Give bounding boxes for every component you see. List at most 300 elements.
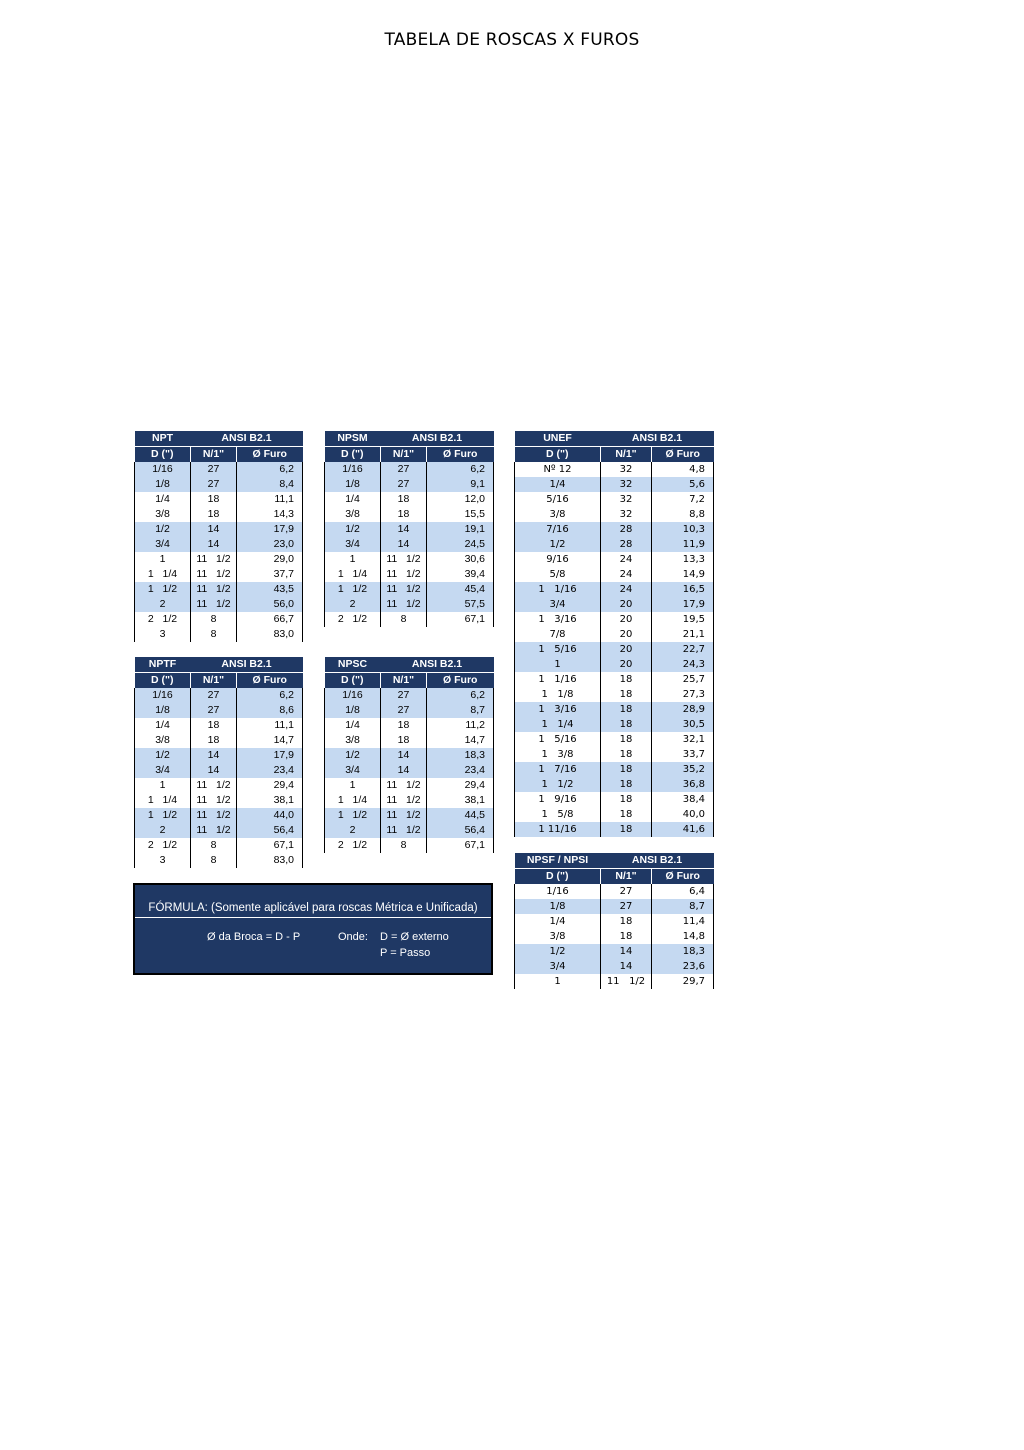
cell-diameter: 1 1/8 [515,687,601,702]
cell-threads-per-inch: 18 [191,718,237,733]
cell-threads-per-inch: 18 [191,492,237,507]
col-header-diameter: D (") [325,673,381,689]
table-row [515,492,714,507]
npsm-table [324,431,494,627]
cell-threads-per-inch: 18 [381,718,427,733]
table-row [135,477,303,492]
standard-label: ANSI B2.1 [381,657,494,673]
cell-drill-diameter: 29,4 [427,778,494,793]
cell-diameter: 1 5/16 [515,642,601,657]
col-header-threads-per-inch: N/1" [381,673,427,689]
thread-type-label: NPSM [325,431,381,447]
col-header-drill-diameter: Ø Furo [652,869,714,885]
thread-type-label: UNEF [515,431,601,447]
column-header-row [325,447,494,463]
table-row [135,823,303,838]
cell-drill-diameter: 67,1 [427,838,494,853]
cell-threads-per-inch: 27 [381,477,427,492]
cell-threads-per-inch: 18 [601,807,652,822]
column-header-row [515,447,714,463]
col-header-drill-diameter: Ø Furo [237,673,303,689]
table-row [325,718,494,733]
col-header-drill-diameter: Ø Furo [237,447,303,463]
table-row [325,823,494,838]
cell-diameter: 3/8 [325,507,381,522]
cell-diameter: 3 [135,853,191,868]
table-title-row [515,431,714,447]
cell-diameter: 5/16 [515,492,601,507]
cell-drill-diameter: 13,3 [652,552,714,567]
cell-threads-per-inch: 11 1/2 [191,793,237,808]
cell-diameter: 2 [135,597,191,612]
formula-box [133,883,493,975]
cell-threads-per-inch: 32 [601,507,652,522]
table-row [325,582,494,597]
cell-diameter: 2 [325,823,381,838]
cell-drill-diameter: 8,7 [652,899,714,914]
cell-drill-diameter: 17,9 [237,522,303,537]
cell-threads-per-inch: 24 [601,582,652,597]
col-header-diameter: D (") [515,447,601,463]
cell-drill-diameter: 19,5 [652,612,714,627]
cell-diameter: 1/8 [135,703,191,718]
cell-drill-diameter: 17,9 [237,748,303,763]
cell-drill-diameter: 23,4 [427,763,494,778]
thread-type-label: NPSF / NPSI [515,853,601,869]
cell-threads-per-inch: 18 [381,507,427,522]
table-row [325,597,494,612]
table-row [515,732,714,747]
table-row [515,567,714,582]
col-header-diameter: D (") [135,447,191,463]
cell-diameter: 1 3/16 [515,612,601,627]
cell-diameter: 1/8 [515,899,601,914]
cell-diameter: 3/4 [515,597,601,612]
cell-threads-per-inch: 18 [191,507,237,522]
cell-diameter: 1/4 [135,718,191,733]
col-header-threads-per-inch: N/1" [601,447,652,463]
table-title-row [325,431,494,447]
cell-diameter: 2 1/2 [135,612,191,627]
cell-diameter: 1/16 [135,462,191,477]
cell-threads-per-inch: 27 [601,899,652,914]
table-title-row [135,657,303,673]
thread-type-label: NPT [135,431,191,447]
col-header-threads-per-inch: N/1" [381,447,427,463]
cell-threads-per-inch: 14 [381,522,427,537]
table-row [515,597,714,612]
cell-diameter: 9/16 [515,552,601,567]
cell-diameter: 1 3/16 [515,702,601,717]
table-row [135,537,303,552]
cell-drill-diameter: 40,0 [652,807,714,822]
cell-diameter: 3/8 [135,733,191,748]
cell-threads-per-inch: 32 [601,462,652,477]
table-row [135,552,303,567]
cell-diameter: 1/2 [325,522,381,537]
col-header-threads-per-inch: N/1" [601,869,652,885]
cell-diameter: 1 1/4 [515,717,601,732]
cell-drill-diameter: 38,1 [237,793,303,808]
table-row [515,974,714,989]
cell-drill-diameter: 56,4 [237,823,303,838]
cell-diameter: 1/2 [325,748,381,763]
table-row [325,522,494,537]
cell-threads-per-inch: 28 [601,537,652,552]
cell-drill-diameter: 6,2 [427,462,494,477]
cell-threads-per-inch: 18 [601,717,652,732]
table-row [325,838,494,853]
cell-threads-per-inch: 20 [601,612,652,627]
cell-diameter: 1 7/16 [515,762,601,777]
cell-diameter: 1 1/2 [515,777,601,792]
cell-diameter: 1/16 [135,688,191,703]
cell-diameter: 1/8 [135,477,191,492]
cell-diameter: 1/16 [515,884,601,899]
cell-drill-diameter: 32,1 [652,732,714,747]
cell-threads-per-inch: 28 [601,522,652,537]
cell-diameter: 2 1/2 [325,838,381,853]
col-header-threads-per-inch: N/1" [191,447,237,463]
cell-threads-per-inch: 11 1/2 [381,778,427,793]
cell-threads-per-inch: 27 [191,462,237,477]
cell-threads-per-inch: 27 [191,477,237,492]
cell-diameter: 1 1/16 [515,582,601,597]
npt-table [134,431,303,642]
cell-threads-per-inch: 27 [191,703,237,718]
cell-drill-diameter: 16,5 [652,582,714,597]
cell-diameter: 1 11/16 [515,822,601,837]
table-row [515,792,714,807]
table-row [325,763,494,778]
cell-threads-per-inch: 32 [601,492,652,507]
cell-drill-diameter: 44,5 [427,808,494,823]
table-row [515,462,714,477]
cell-drill-diameter: 67,1 [237,838,303,853]
cell-diameter: 1/8 [325,477,381,492]
cell-diameter: 2 [325,597,381,612]
npsc-table [324,657,494,853]
cell-threads-per-inch: 18 [601,702,652,717]
cell-threads-per-inch: 20 [601,657,652,672]
cell-threads-per-inch: 18 [191,733,237,748]
cell-drill-diameter: 11,4 [652,914,714,929]
cell-diameter: 1 1/2 [325,808,381,823]
cell-diameter: 3/4 [325,763,381,778]
cell-drill-diameter: 44,0 [237,808,303,823]
cell-threads-per-inch: 27 [191,688,237,703]
table-row [135,733,303,748]
cell-drill-diameter: 11,1 [237,718,303,733]
cell-threads-per-inch: 20 [601,627,652,642]
formula-d-definition: D = Ø externo [380,931,449,943]
cell-drill-diameter: 29,0 [237,552,303,567]
cell-drill-diameter: 11,9 [652,537,714,552]
cell-diameter: 1 1/4 [325,567,381,582]
cell-drill-diameter: 14,7 [427,733,494,748]
cell-drill-diameter: 10,3 [652,522,714,537]
cell-threads-per-inch: 11 1/2 [381,567,427,582]
table-row [325,507,494,522]
cell-diameter: 1/4 [515,477,601,492]
table-row [515,537,714,552]
cell-diameter: 1 1/4 [325,793,381,808]
cell-threads-per-inch: 11 1/2 [381,552,427,567]
table-row [515,612,714,627]
cell-threads-per-inch: 14 [381,763,427,778]
cell-diameter: 1 1/4 [135,793,191,808]
cell-drill-diameter: 14,9 [652,567,714,582]
cell-threads-per-inch: 14 [191,522,237,537]
table-row [135,703,303,718]
cell-threads-per-inch: 18 [601,747,652,762]
table-title-row [325,657,494,673]
cell-drill-diameter: 27,3 [652,687,714,702]
cell-threads-per-inch: 11 1/2 [381,597,427,612]
cell-diameter: 1 3/8 [515,747,601,762]
cell-diameter: 1 [325,778,381,793]
cell-threads-per-inch: 27 [601,884,652,899]
cell-threads-per-inch: 18 [381,492,427,507]
cell-diameter: 1 [515,974,601,989]
cell-drill-diameter: 6,4 [652,884,714,899]
table-row [325,477,494,492]
col-header-drill-diameter: Ø Furo [652,447,714,463]
cell-threads-per-inch: 8 [191,627,237,642]
cell-diameter: 3/8 [515,929,601,944]
cell-diameter: 2 1/2 [135,838,191,853]
cell-drill-diameter: 18,3 [427,748,494,763]
cell-diameter: 1 [135,778,191,793]
cell-drill-diameter: 22,7 [652,642,714,657]
table-row [135,718,303,733]
table-row [325,793,494,808]
cell-threads-per-inch: 18 [601,822,652,837]
table-row [135,838,303,853]
table-row [325,778,494,793]
cell-threads-per-inch: 11 1/2 [381,808,427,823]
unef-table [514,431,714,837]
cell-diameter: 1/2 [515,537,601,552]
cell-drill-diameter: 30,5 [652,717,714,732]
cell-diameter: 2 1/2 [325,612,381,627]
cell-drill-diameter: 6,2 [427,688,494,703]
cell-threads-per-inch: 24 [601,567,652,582]
thread-type-label: NPTF [135,657,191,673]
cell-drill-diameter: 57,5 [427,597,494,612]
table-row [515,522,714,537]
cell-threads-per-inch: 27 [381,462,427,477]
cell-threads-per-inch: 14 [381,537,427,552]
table-row [515,627,714,642]
cell-diameter: 1 [515,657,601,672]
thread-type-label: NPSC [325,657,381,673]
cell-diameter: 1/2 [515,944,601,959]
cell-diameter: 1 9/16 [515,792,601,807]
cell-drill-diameter: 8,6 [237,703,303,718]
cell-threads-per-inch: 11 1/2 [191,808,237,823]
cell-diameter: 7/16 [515,522,601,537]
table-row [135,627,303,642]
table-row [135,763,303,778]
formula-title: FÓRMULA: (Somente aplicável para roscas Métrica e Unificada) [135,899,491,918]
cell-diameter: 1/8 [325,703,381,718]
standard-label: ANSI B2.1 [601,853,714,869]
cell-drill-diameter: 12,0 [427,492,494,507]
column-header-row [515,869,714,885]
cell-drill-diameter: 38,1 [427,793,494,808]
cell-diameter: 1/16 [325,462,381,477]
cell-diameter: 1/4 [325,492,381,507]
col-header-diameter: D (") [135,673,191,689]
column-header-row [325,673,494,689]
cell-drill-diameter: 56,0 [237,597,303,612]
col-header-drill-diameter: Ø Furo [427,447,494,463]
table-row [515,507,714,522]
cell-diameter: 3 [135,627,191,642]
cell-threads-per-inch: 11 1/2 [191,567,237,582]
table-row [515,582,714,597]
table-row [515,777,714,792]
col-header-diameter: D (") [325,447,381,463]
cell-drill-diameter: 39,4 [427,567,494,582]
cell-threads-per-inch: 11 1/2 [191,552,237,567]
cell-threads-per-inch: 14 [191,748,237,763]
table-row [515,477,714,492]
cell-threads-per-inch: 20 [601,642,652,657]
cell-diameter: Nº 12 [515,462,601,477]
cell-diameter: 3/4 [135,763,191,778]
cell-drill-diameter: 5,6 [652,477,714,492]
cell-diameter: 1/4 [135,492,191,507]
cell-diameter: 1 5/8 [515,807,601,822]
npsf-npsi-table [514,853,714,989]
cell-drill-diameter: 4,8 [652,462,714,477]
cell-drill-diameter: 36,8 [652,777,714,792]
cell-drill-diameter: 33,7 [652,747,714,762]
cell-threads-per-inch: 11 1/2 [191,597,237,612]
table-row [135,808,303,823]
cell-threads-per-inch: 11 1/2 [601,974,652,989]
cell-diameter: 7/8 [515,627,601,642]
cell-threads-per-inch: 18 [381,733,427,748]
cell-diameter: 3/4 [325,537,381,552]
cell-threads-per-inch: 14 [191,763,237,778]
cell-drill-diameter: 21,1 [652,627,714,642]
table-row [325,567,494,582]
cell-diameter: 1/2 [135,522,191,537]
cell-diameter: 1 5/16 [515,732,601,747]
table-row [325,462,494,477]
table-row [515,914,714,929]
cell-diameter: 1/4 [515,914,601,929]
cell-drill-diameter: 45,4 [427,582,494,597]
table-row [325,492,494,507]
col-header-diameter: D (") [515,869,601,885]
cell-drill-diameter: 15,5 [427,507,494,522]
cell-threads-per-inch: 14 [381,748,427,763]
table-row [515,702,714,717]
cell-drill-diameter: 11,1 [237,492,303,507]
cell-drill-diameter: 9,1 [427,477,494,492]
table-row [515,959,714,974]
cell-drill-diameter: 25,7 [652,672,714,687]
cell-diameter: 1 [325,552,381,567]
table-row [515,747,714,762]
cell-threads-per-inch: 18 [601,914,652,929]
table-row [515,899,714,914]
cell-diameter: 3/8 [515,507,601,522]
cell-drill-diameter: 37,7 [237,567,303,582]
table-row [515,552,714,567]
table-row [515,929,714,944]
table-row [135,492,303,507]
table-row [515,762,714,777]
cell-diameter: 3/8 [325,733,381,748]
cell-drill-diameter: 14,7 [237,733,303,748]
cell-threads-per-inch: 8 [381,838,427,853]
cell-threads-per-inch: 18 [601,687,652,702]
table-row [515,807,714,822]
cell-threads-per-inch: 14 [191,537,237,552]
page-title: TABELA DE ROSCAS X FUROS [384,30,640,50]
cell-threads-per-inch: 18 [601,672,652,687]
table-row [135,597,303,612]
cell-threads-per-inch: 20 [601,597,652,612]
cell-threads-per-inch: 8 [191,838,237,853]
cell-drill-diameter: 29,7 [652,974,714,989]
cell-diameter: 1 1/2 [325,582,381,597]
cell-drill-diameter: 11,2 [427,718,494,733]
cell-drill-diameter: 8,7 [427,703,494,718]
col-header-threads-per-inch: N/1" [191,673,237,689]
cell-drill-diameter: 43,5 [237,582,303,597]
col-header-drill-diameter: Ø Furo [427,673,494,689]
table-row [135,778,303,793]
cell-drill-diameter: 17,9 [652,597,714,612]
table-row [135,612,303,627]
table-row [325,733,494,748]
cell-drill-diameter: 23,0 [237,537,303,552]
cell-drill-diameter: 83,0 [237,853,303,868]
cell-drill-diameter: 23,4 [237,763,303,778]
table-row [515,884,714,899]
table-row [325,552,494,567]
cell-diameter: 1/16 [325,688,381,703]
cell-drill-diameter: 38,4 [652,792,714,807]
cell-diameter: 1/4 [325,718,381,733]
cell-threads-per-inch: 8 [381,612,427,627]
table-row [325,703,494,718]
table-row [135,688,303,703]
table-row [515,944,714,959]
cell-drill-diameter: 24,5 [427,537,494,552]
column-header-row [135,673,303,689]
cell-drill-diameter: 19,1 [427,522,494,537]
table-row [515,717,714,732]
standard-label: ANSI B2.1 [191,657,303,673]
cell-threads-per-inch: 18 [601,732,652,747]
cell-drill-diameter: 41,6 [652,822,714,837]
cell-diameter: 3/4 [135,537,191,552]
cell-drill-diameter: 56,4 [427,823,494,838]
table-row [135,748,303,763]
standard-label: ANSI B2.1 [381,431,494,447]
cell-drill-diameter: 30,6 [427,552,494,567]
cell-threads-per-inch: 24 [601,552,652,567]
standard-label: ANSI B2.1 [601,431,714,447]
cell-threads-per-inch: 27 [381,688,427,703]
